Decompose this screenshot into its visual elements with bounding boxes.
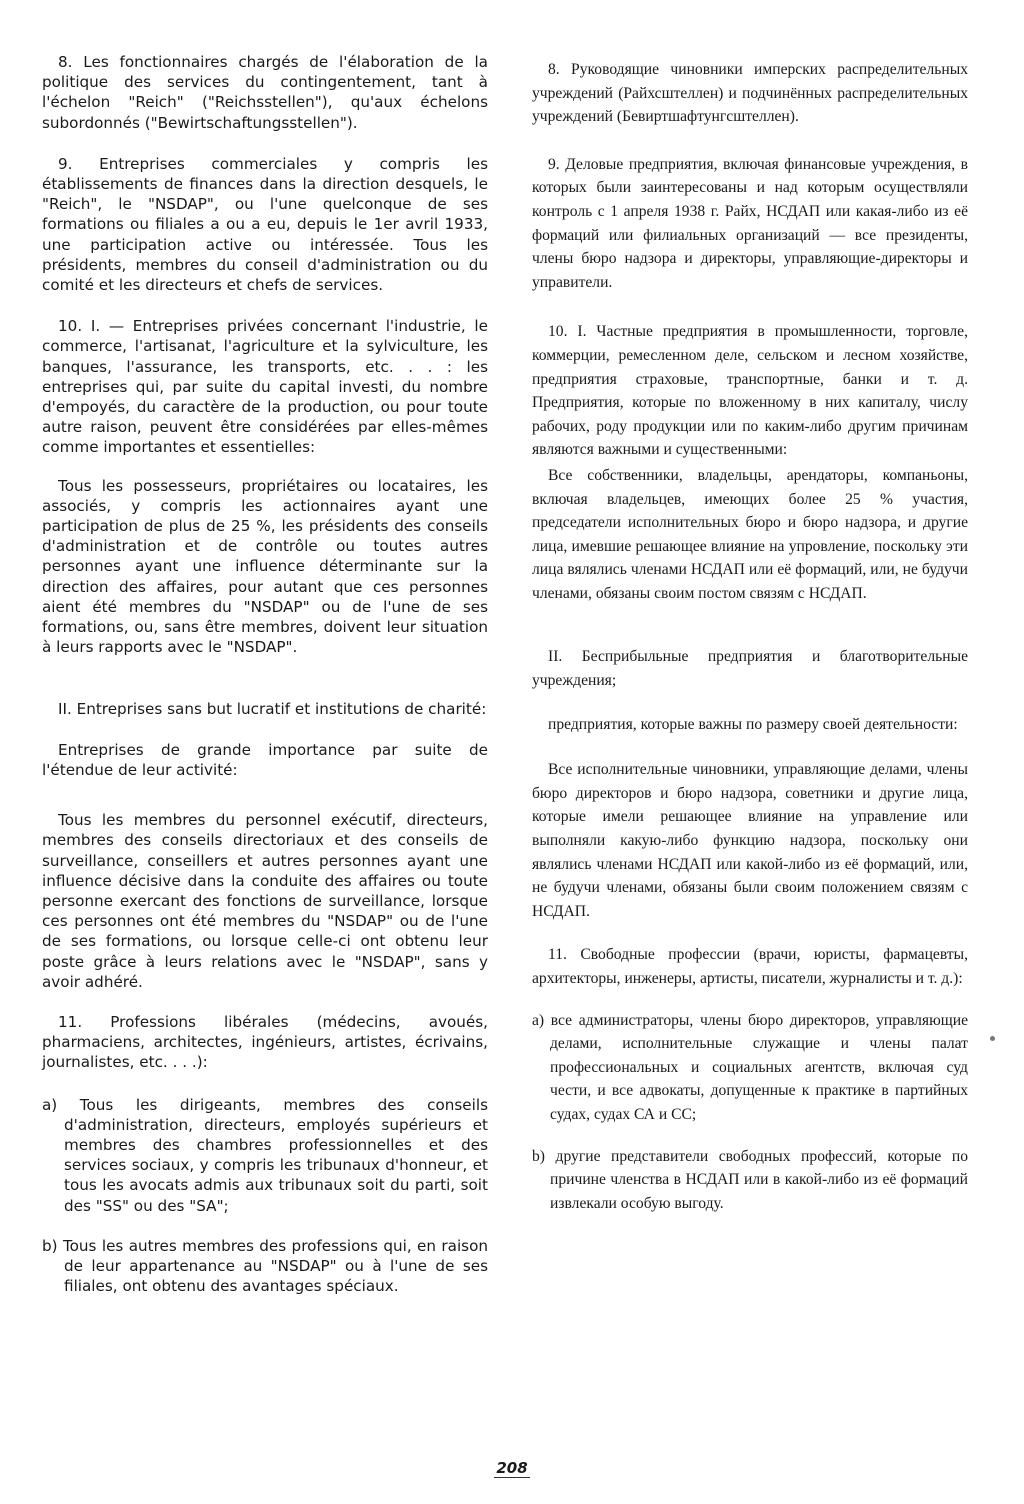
fr-paragraph-10-i-holders: Tous les possesseurs, propriétaires ou locataires, les associés, y compris les actionnaires ayant une participation de plus de 25 %, les présidents des conseils d'administration et de contrôle ou toutes autres personnes ayant une influence déterminante sur la direction des affaires, pour autant que ces personnes aient été membres du "NSDAP" ou de l'une de ses formations, ou, sans être membres, doivent leur situation à leurs rapports avec le "NSDAP".: [42, 476, 488, 657]
fr-paragraph-8: 8. Les fonctionnaires chargés de l'élaboration de la politique des services du contingentement, tant à l'échelon "Reich" ("Reichsstellen"), qu'aux échelons subordonnés ("Bewirtschaftungsstellen").: [42, 53, 488, 132]
page-number-value: 208: [496, 1459, 528, 1477]
fr-paragraph-10-ii-members: Tous les membres du personnel exécutif, directeurs, membres des conseils directoriaux et des conseils de surveillance, conseillers et autres personnes ayant une influence décisive dans la conduite des affaires ou toute personne exercant des fonctions de surveillance, lorsque ces personnes ont été membres du "NSDAP" ou de l'une de ses formations, ou lorsque celle-ci ont obtenu leur poste grâce à leurs relations avec le "NSDAP", sans y avoir adhéré.: [42, 811, 488, 991]
russian-column: [532, 52, 968, 1215]
ru-paragraph-8: 8. Руководящие чиновники имперских распределительных учреждений (Райхсштеллен) и подчинённых распределительных учреждений (Бевиртшафтунгсштеллен).: [532, 61, 968, 126]
ru-paragraph-10-ii-members: Все исполнительные чиновники, управляющие делами, члены бюро директоров и бюро надзора, советники и другие лица, которые имели решающее влияние на управление или выполняли какую-либо функцию надзора, поскольку они являлись членами НСДАП или какой-либо из её формаций, или, не будучи членами, обязаны были своим положением связям с НСДАП.: [532, 761, 968, 920]
ru-paragraph-11: 11. Свободные профессии (врачи, юристы, фармацевты, архитекторы, инженеры, артисты, писатели, журналисты и т. д.):: [532, 946, 968, 987]
ru-paragraph-11-a: a) все администраторы, члены бюро директоров, управляющие делами, исполнительные служащие и члены палат профессиональных и социальных агентств, включая суд чести, и все адвокаты, допущенные к практике в партийных судах, судах СА и СС;: [532, 1011, 968, 1123]
french-column: [42, 52, 488, 1296]
fr-paragraph-10-i: 10. I. — Entreprises privées concernant l'industrie, le commerce, l'artisanat, l'agriculture et la sylviculture, les banques, l'assurance, les transports, etc. . . : les entreprises qui, par suite du capital investi, du nombre d'empoyés, du caractère de la production, ou pour toute autre raison, peuvent être considérées par elles-mêmes comme importantes et essentielles:: [42, 317, 488, 457]
ru-paragraph-10-ii: II. Бесприбыльные предприятия и благотворительные учреждения;: [532, 648, 968, 690]
fr-paragraph-11-a: a) Tous les dirigeants, membres des conseils d'administration, directeurs, employés supérieurs et membres des chambres professionnelles et des services sociaux, y compris les tribunaux d'honneur, et tous les avocats admis aux tribunaux soit du parti, soit des "SS" ou des "SA";: [42, 1095, 488, 1215]
ru-paragraph-11-b: b) другие представители свободных профессий, которые по причине членства в НСДАП или в какой-либо из её формаций извлекали особую выгоду.: [532, 1147, 968, 1212]
page-number: [0, 1459, 1024, 1477]
fr-paragraph-11-b: b) Tous les autres membres des professions qui, en raison de leur appartenance au "NSDAP" ou à l'une de ses filiales, ont obtenu des avantages spéciaux.: [42, 1236, 488, 1296]
fr-paragraph-10-ii-scope: Entreprises de grande importance par suite de l'étendue de leur activité:: [42, 740, 488, 779]
ru-paragraph-10-ii-scope: предприятия, которые важны по размеру своей деятельности:: [548, 715, 958, 733]
ru-paragraph-10-i-holders: Все собственники, владельцы, арендаторы, компаньоны, включая владельцев, имеющих более 25 % участия, председатели исполнительных бюро и бюро надзора, и другие лица, имевшие решающее влияние на упровление, поскольку эти лица вялялись членами НСДАП или её формаций, или, не будучи членами, обязаны своим постом связям с НСДАП.: [532, 466, 968, 602]
ru-paragraph-10-i: 10. I. Частные предприятия в промышленности, торговле, коммерции, ремесленном деле, сельском и лесном хозяйстве, предприятия страховые, транспортные, банки и т. д. Предприятия, которые по вложенному в них капиталу, числу рабочих, роду продукции или по каким-либо другим причинам являются важными и существенными:: [532, 323, 968, 459]
scan-speck-decoration: [990, 1036, 995, 1041]
fr-paragraph-9: 9. Entreprises commerciales y compris les établissements de finances dans la direction desquels, le "Reich", le "NSDAP", ou l'une quelconque de ses formations ou filiales a ou a eu, depuis le 1er avril 1933, une participation active ou intéressée. Tous les présidents, membres du conseil d'administration ou du comité et les directeurs et chefs de services.: [42, 154, 488, 295]
fr-paragraph-11: 11. Professions libérales (médecins, avoués, pharmaciens, architectes, ingénieurs, artistes, écrivains, journalistes, etc. . . .):: [42, 1012, 488, 1072]
ru-paragraph-9: 9. Деловые предприятия, включая финансовые учреждения, в которых были заинтересованы и над которым осуществляли контроль с 1 апреля 1938 г. Райх, НСДАП или какая-либо из её формаций или филиальных организаций — все президенты, члены бюро надзора и директоры, управляющие-директоры и управители.: [532, 155, 968, 291]
fr-paragraph-10-ii: II. Entreprises sans but lucratif et institutions de charité:: [58, 700, 487, 719]
